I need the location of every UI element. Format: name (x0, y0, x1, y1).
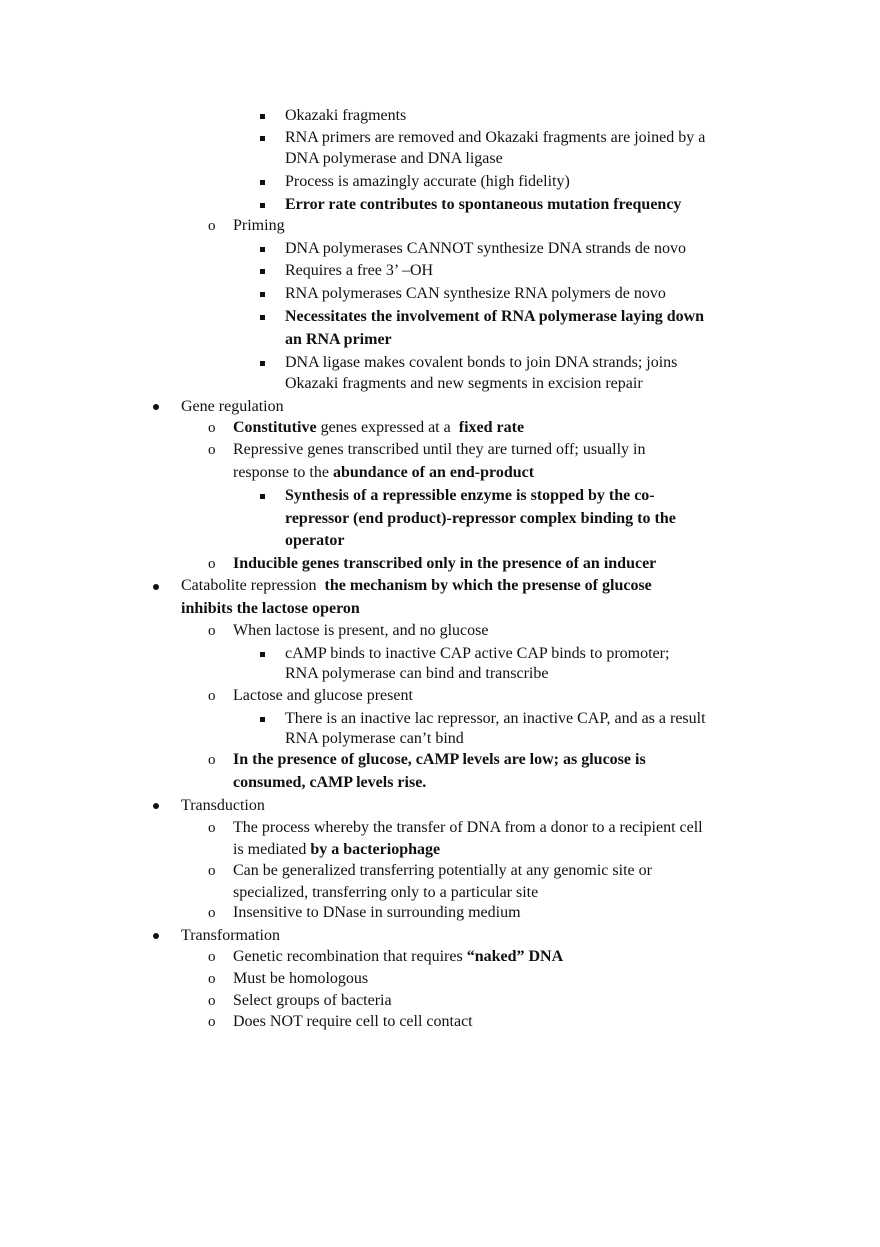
square-bullet-icon (260, 180, 265, 185)
text-line: DNA polymerases CANNOT synthesize DNA strands de novo (285, 240, 686, 257)
text-line: is mediated by a bacteriophage (233, 841, 441, 858)
sub-bullet-marker: o (208, 556, 216, 572)
square-bullet-icon (260, 717, 265, 722)
sub-bullet-marker: o (208, 442, 216, 458)
text-line: consumed, cAMP levels rise. (233, 774, 427, 791)
text-line: an RNA primer (285, 331, 392, 348)
square-bullet-icon (260, 203, 265, 208)
sub-bullet-marker: o (208, 1014, 216, 1030)
text-line: Does NOT require cell to cell contact (233, 1013, 473, 1030)
round-bullet-icon (153, 803, 159, 809)
sub-bullet-marker: o (208, 971, 216, 987)
text-line: specialized, transferring only to a particular site (233, 884, 539, 901)
square-bullet-icon (260, 136, 265, 141)
sub-bullet-marker: o (208, 752, 216, 768)
text-line: There is an inactive lac repressor, an inactive CAP, and as a result (285, 710, 706, 727)
square-bullet-icon (260, 315, 265, 320)
round-bullet-icon (153, 933, 159, 939)
text-line: response to the abundance of an end-product (233, 464, 535, 481)
text-line: Synthesis of a repressible enzyme is stopped by the co- (285, 487, 655, 504)
text-line: Transformation (181, 927, 280, 944)
text-line: Priming (233, 217, 285, 234)
square-bullet-icon (260, 247, 265, 252)
sub-bullet-marker: o (208, 820, 216, 836)
text-line: RNA polymerases CAN synthesize RNA polymers de novo (285, 285, 666, 302)
text-line: In the presence of glucose, cAMP levels are low; as glucose is (233, 751, 646, 768)
text-line: repressor (end product)-repressor complex binding to the (285, 510, 676, 527)
sub-bullet-marker: o (208, 688, 216, 704)
text-line: Lactose and glucose present (233, 687, 413, 704)
text-line: Transduction (181, 797, 265, 814)
sub-bullet-marker: o (208, 218, 216, 234)
square-bullet-icon (260, 361, 265, 366)
text-line: Requires a free 3’ –OH (285, 262, 434, 279)
square-bullet-icon (260, 269, 265, 274)
text-line: operator (285, 532, 345, 549)
sub-bullet-marker: o (208, 863, 216, 879)
text-line: Gene regulation (181, 398, 284, 415)
text-line: DNA ligase makes covalent bonds to join DNA strands; joins (285, 354, 678, 371)
square-bullet-icon (260, 114, 265, 119)
sub-bullet-marker: o (208, 420, 216, 436)
text-line: Okazaki fragments and new segments in excision repair (285, 375, 643, 392)
text-line: Genetic recombination that requires “naked” DNA (233, 948, 564, 965)
round-bullet-icon (153, 404, 159, 410)
text-line: DNA polymerase and DNA ligase (285, 150, 503, 167)
sub-bullet-marker: o (208, 993, 216, 1009)
square-bullet-icon (260, 652, 265, 657)
text-line: RNA primers are removed and Okazaki fragments are joined by a (285, 129, 706, 146)
text-line: Process is amazingly accurate (high fidelity) (285, 173, 570, 190)
square-bullet-icon (260, 292, 265, 297)
text-line: Constitutive genes expressed at a fixed rate (233, 419, 525, 436)
text-line: inhibits the lactose operon (181, 600, 360, 617)
text-line: Necessitates the involvement of RNA polymerase laying down (285, 308, 705, 325)
text-line: When lactose is present, and no glucose (233, 622, 489, 639)
sub-bullet-marker: o (208, 949, 216, 965)
text-line: RNA polymerase can’t bind (285, 730, 464, 747)
text-line: cAMP binds to inactive CAP active CAP binds to promoter; (285, 645, 670, 662)
square-bullet-icon (260, 494, 265, 499)
text-line: Repressive genes transcribed until they are turned off; usually in (233, 441, 646, 458)
text-line: Okazaki fragments (285, 107, 407, 124)
text-line: The process whereby the transfer of DNA from a donor to a recipient cell (233, 819, 703, 836)
text-line: Inducible genes transcribed only in the presence of an inducer (233, 555, 657, 572)
text-line: Insensitive to DNase in surrounding medium (233, 904, 521, 921)
round-bullet-icon (153, 584, 159, 590)
sub-bullet-marker: o (208, 905, 216, 921)
text-line: RNA polymerase can bind and transcribe (285, 665, 549, 682)
text-line: Select groups of bacteria (233, 992, 392, 1009)
text-line: Error rate contributes to spontaneous mutation frequency (285, 196, 682, 213)
text-line: Can be generalized transferring potentially at any genomic site or (233, 862, 652, 879)
text-line: Catabolite repression the mechanism by which the presense of glucose (181, 577, 652, 594)
text-line: Must be homologous (233, 970, 369, 987)
sub-bullet-marker: o (208, 623, 216, 639)
